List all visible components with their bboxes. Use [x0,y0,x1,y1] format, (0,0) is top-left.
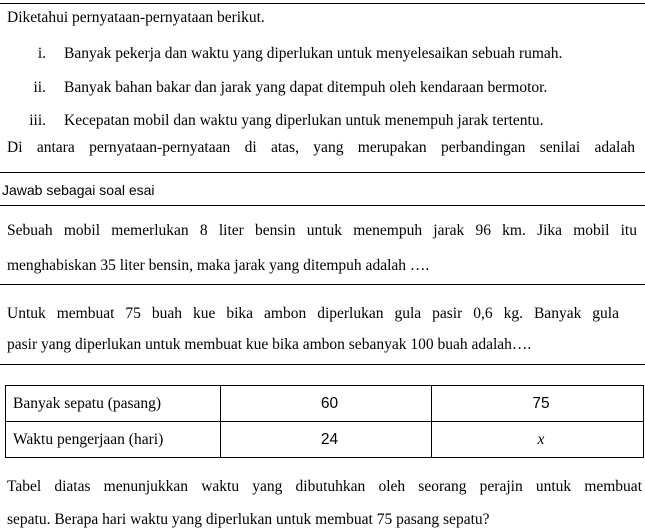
top-rule [0,3,645,4]
rule-after-question-3 [0,364,645,365]
statement-ii [0,77,645,99]
rule-after-question-2 [0,284,645,285]
statement-number: iii. [29,112,46,129]
statement-i [0,43,645,65]
essay-instruction: Jawab sebagai soal esai [2,182,155,198]
shoe-production-table [5,385,644,458]
statement-text: Banyak pekerja dan waktu yang diperlukan untuk menyelesaikan sebuah rumah. [64,45,563,62]
question-1-prompt: Di antara pernyataan-pernyataan di atas, yang merupakan perbandingan senilai adalah [7,139,635,156]
work-days-unknown: x [432,422,644,458]
table-row [6,422,644,458]
question-1-intro: Diketahui pernyataan-pernyataan berikut. [7,9,265,26]
table-row [6,386,644,422]
shoe-pairs-value-2: 75 [432,386,644,422]
question-2-line-2: menghabiskan 35 liter bensin, maka jarak yang ditempuh adalah …. [7,257,430,274]
statement-number: ii. [33,79,46,96]
rule-after-question-1 [0,172,645,173]
shoe-pairs-value-1: 60 [221,386,432,422]
question-4-line-2: sepatu. Berapa hari waktu yang diperlukan untuk membuat 75 pasang sepatu? [7,511,490,528]
work-days-value-1: 24 [221,422,432,458]
question-3-line-2: pasir yang diperlukan untuk membuat kue bika ambon sebanyak 100 buah adalah…. [7,336,532,353]
question-4-line-1: Tabel diatas menunjukkan waktu yang dibutuhkan oleh seorang perajin untuk membuat [7,478,642,495]
statement-iii [0,110,645,132]
question-2-line-1: Sebuah mobil memerlukan 8 liter bensin untuk menempuh jarak 96 km. Jika mobil itu [7,222,637,239]
question-3-line-1: Untuk membuat 75 buah kue bika ambon diperlukan gula pasir 0,6 kg. Banyak gula [7,305,619,322]
row-label-work-days: Waktu pengerjaan (hari) [6,422,221,458]
statement-text: Kecepatan mobil dan waktu yang diperlukan untuk menempuh jarak tertentu. [64,112,544,129]
statement-text: Banyak bahan bakar dan jarak yang dapat ditempuh oleh kendaraan bermotor. [64,79,548,96]
statement-number: i. [37,45,46,62]
rule-before-question-2 [0,205,645,206]
row-label-shoe-pairs: Banyak sepatu (pasang) [6,386,221,422]
